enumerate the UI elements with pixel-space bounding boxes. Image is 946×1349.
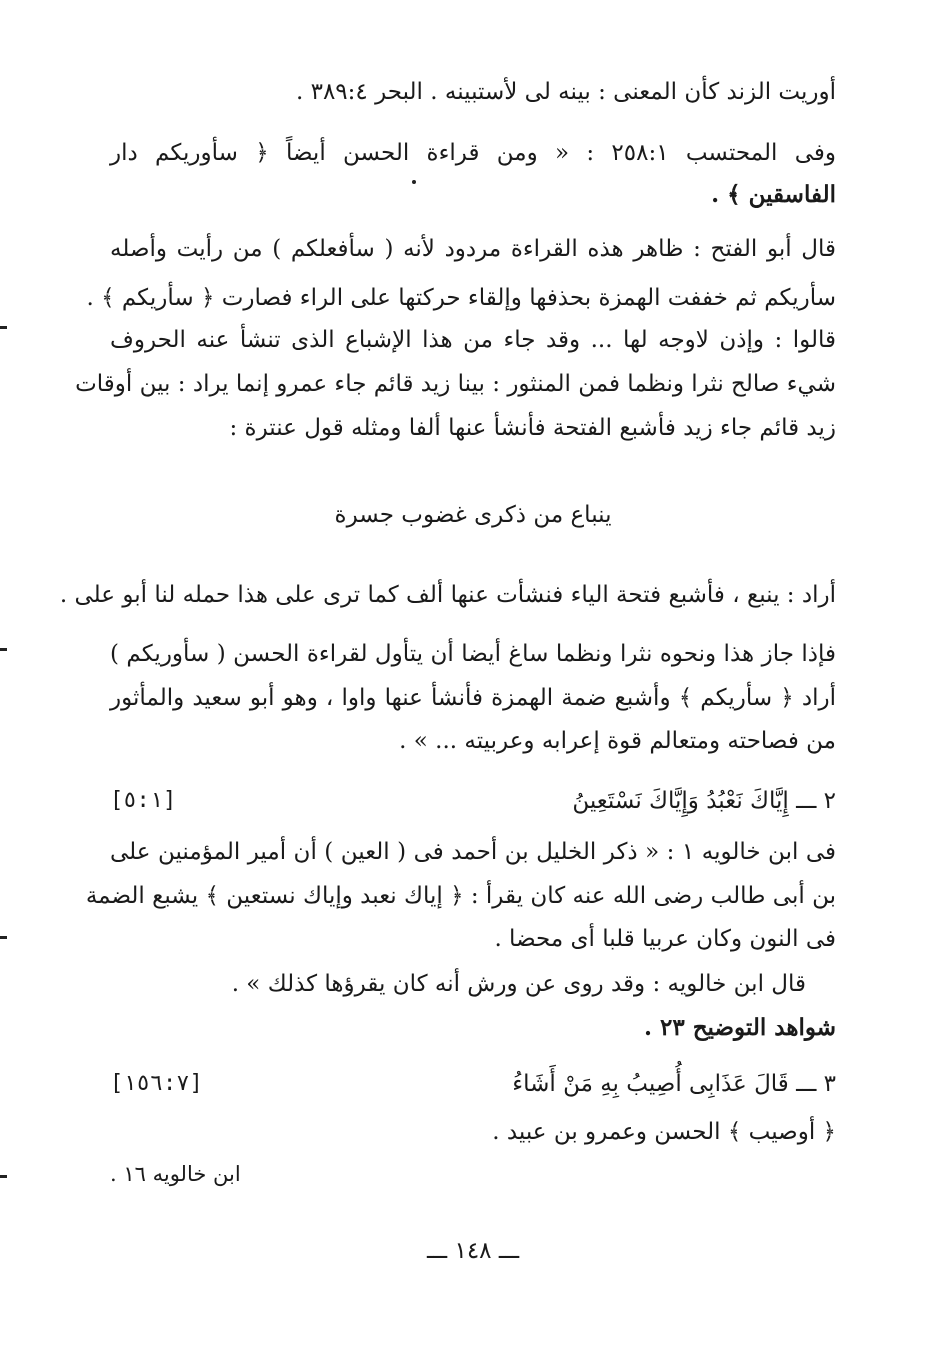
example-2-quran: ٢ ـــ إِيَّاكَ نَعْبُدُ وَإِيَّاكَ نَسْتَعِينُ — [572, 788, 836, 814]
text-line-12: من فصاحته ومتعالم قوة إعرابه وعربيته ... » . — [399, 728, 836, 754]
text-line-6: قالوا : وإذن لاوجه لها ... وقد جاء من هذا الإشباع الذى تنشأ عنه الحروف — [110, 327, 836, 353]
example-2-reference: [٥:١] — [110, 788, 177, 813]
text-line-14: بن أبى طالب رضى الله عنه كان يقرأ : ﴿ إياك نعبد وإياك نستعين ﴾ يشبع الضمة — [85, 883, 836, 909]
text-line-5: سأريكم ثم خففت الهمزة بحذفها وإلقاء حركتها على الراء فصارت ﴿ سأريكم ﴾ . — [86, 285, 836, 311]
margin-mark — [0, 1175, 7, 1178]
margin-mark — [0, 648, 7, 651]
example-3-reference: [١٥٦:٧] — [110, 1071, 203, 1096]
margin-mark — [0, 326, 7, 329]
text-line-15: فى النون وكان عربيا قلبا أى محضا . — [494, 926, 836, 952]
text-line-4: قال أبو الفتح : ظاهر هذه القراءة مردود لأنه ( سأفعلكم ) من رأيت وأصله — [110, 236, 836, 262]
text-line-9: أراد : ينبع ، فأشبع فتحة الياء فنشأت عنها ألف كما ترى على هذا حمله لنا أبو على . — [59, 582, 836, 608]
text-line-2: وفى المحتسب ٢٥٨:١ : « ومن قراءة الحسن أيضاً ﴿ سأوريكم دار — [110, 140, 836, 166]
poetry-verse: ينباع من ذكرى غضوب جسرة — [334, 502, 612, 528]
text-line-7: شيء صالح نثرا ونظما فمن المنثور : بينا زيد قائم جاء عمرو إنما يراد : بين أوقات — [75, 371, 836, 397]
text-line-16: قال ابن خالويه : وقد روى عن ورش أنه كان يقرؤها كذلك » . — [231, 971, 806, 997]
text-line-11: أراد ﴿ سأريكم ﴾ وأشبع ضمة الهمزة فأنشأ عنها واوا ، وهو أبو سعيد والمأثور — [110, 685, 836, 711]
page-number: ـــ ١٤٨ ـــ — [426, 1238, 520, 1264]
text-line-17: شواهد التوضيح ٢٣ . — [643, 1014, 836, 1041]
margin-mark — [0, 936, 7, 939]
text-line-8: زيد قائم جاء زيد فأشبع الفتحة فأنشأ عنها ألفا ومثله قول عنترة : — [229, 415, 836, 441]
footnote: ابن خالويه ١٦ . — [110, 1162, 241, 1186]
text-line-1: أوريت الزند كأن المعنى : بينه لى لأستبينه . البحر ٣٨٩:٤ . — [295, 79, 836, 105]
text-line-10: فإذا جاز هذا ونحوه نثرا ونظما ساغ أيضا أن يتأول لقراءة الحسن ( سأوريكم ) — [110, 641, 836, 667]
example-3-quran: ٣ ـــ قَالَ عَذَابِى أُصِيبُ بِهِ مَنْ أَشَاءُ — [512, 1071, 836, 1097]
text-line-18: ﴿ أوصيب ﴾ الحسن وعمرو بن عبيد . — [492, 1119, 836, 1145]
text-line-3: الفاسقين ﴾ . — [711, 181, 836, 208]
text-line-13: فى ابن خالويه ١ : « ذكر الخليل بن أحمد فى ( العين ) أن أمير المؤمنين على — [110, 839, 836, 865]
